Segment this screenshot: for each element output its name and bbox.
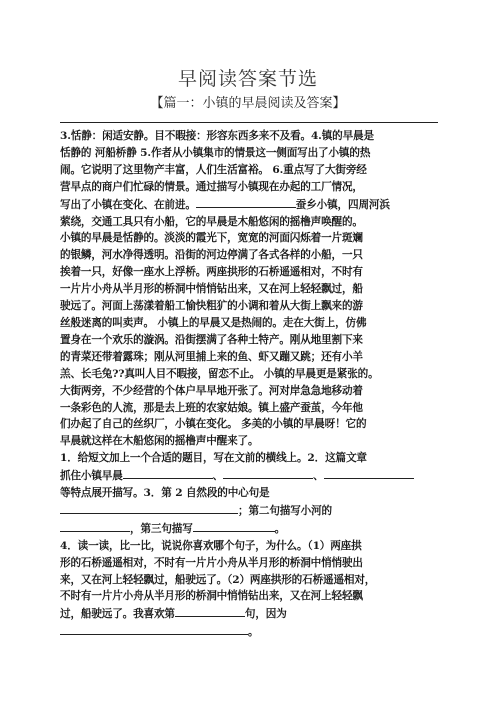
question-line (60, 467, 442, 485)
text-segment: 。 (274, 522, 286, 535)
text-line: 大街两旁，不少经营的个体户早早地开张了。河对岸急急地移动着 (60, 384, 363, 397)
question-line: 等特点展开描写。3．第 2 自然段的中心句是 (60, 487, 270, 500)
fill-blank[interactable] (193, 520, 275, 532)
text-line: 3.恬静：闲适安静。目不暇接：形容东西多来不及看。4.镇的早晨是 (60, 130, 374, 142)
question-line (60, 623, 442, 641)
fill-blank[interactable] (196, 196, 296, 208)
question-line: 来，又在河上轻轻飘过，船驶远了。（2）两座拱形的石桥遥遥相对， (60, 573, 376, 586)
question-line (60, 520, 442, 538)
question-line: 不时有一片片小舟从半月形的桥洞中悄悄钻出来，又在河上轻轻飘 (60, 590, 363, 603)
text-line: 的银鳞，河水净得透明。沿街的河边停满了各式各样的小船，一只 (60, 249, 363, 262)
text-line: 营早点的商户们忙碌的情景。通过描写小镇现在办起的工厂情况， (60, 180, 363, 193)
text-segment: 。 (248, 626, 259, 639)
question-line: 4．读一读，比一比，说说你喜欢哪个句子，为什么。（1）两座拱 (60, 539, 362, 552)
fill-blank[interactable] (324, 467, 414, 479)
text-line: 们办起了自己的丝织厂，小镇在变化。 多美的小镇的早晨呀！它的 (60, 418, 367, 431)
article-body (60, 128, 442, 641)
text-segment: 抓住小镇早晨 (60, 470, 123, 483)
text-segment: 、 (313, 470, 324, 483)
text-segment: ；第二句描写小河的 (238, 504, 332, 517)
document-title: 早阅读答案节选 (177, 68, 318, 90)
text-segment: 句，因为 (244, 608, 287, 621)
text-line: 一片片小舟从半月形的桥洞中悄悄钻出来，又在河上轻轻飘过，船 (60, 283, 363, 296)
text-line: 的青菜还带着露珠；刚从河里捕上来的鱼、虾又蹦又跳；还有小羊 (60, 350, 363, 363)
text-line: 一条彩色的人流，那是去上班的农家姑娘。镇上盛产蚕茧，今年他 (60, 401, 363, 414)
text-segment: 、 (212, 470, 224, 483)
text-line: 恬静的 河船桥静 5.作者从小镇集市的情景这一侧面写出了小镇的热 (60, 146, 371, 159)
fill-blank[interactable] (175, 605, 245, 617)
text-line: 置身在一个欢乐的漩涡。沿街摆满了各种土特产。刚从地里割下来 (60, 333, 363, 346)
text-line: 羔、长毛兔??真叫人目不暇接，留恋不止。 小镇的早晨更是紧张的。 (60, 367, 379, 380)
question-line: 1．给短文加上一个合适的题目，写在文前的横线上。2．这篇文章 (60, 452, 367, 465)
text-segment: 过，船驶远了。我喜欢第 (60, 608, 175, 621)
fill-blank[interactable] (60, 502, 238, 514)
question-line (60, 502, 442, 520)
document-subtitle: 【篇一：小镇的早晨阅读及答案】 (150, 96, 346, 111)
fill-blank[interactable] (60, 623, 248, 635)
fill-blank[interactable] (60, 520, 130, 532)
question-line: 形的石桥遥遥相对，不时有一片片小舟从半月形的桥洞中悄悄驶出 (60, 556, 363, 569)
question-line (60, 605, 442, 623)
text-line: 闹。它说明了这里物产丰富，人们生活富裕。 6.重点写了大街旁经 (60, 163, 367, 176)
text-line: 萦绕，交通工具只有小船，它的早晨是木船悠闲的摇橹声唤醒的。 (60, 215, 363, 228)
text-line: 早晨就这样在木船悠闲的摇橹声中醒来了。 (60, 435, 259, 448)
text-line: 小镇的早晨是恬静的。淡淡的霞光下，宽宽的河面闪烁着一片斑斓 (60, 232, 363, 245)
text-line: 丝般迷离的叫卖声。 小镇上的早晨又是热闹的。走在大街上，仿佛 (60, 316, 367, 329)
fill-blank[interactable] (123, 467, 213, 479)
text-segment: 写出了小镇在变化、在前进。 (60, 198, 196, 211)
text-segment: ，第三句描写 (130, 522, 193, 535)
text-line: 挨着一只，好像一座水上浮桥。两座拱形的石桥遥遥相对，不时有 (60, 266, 363, 279)
text-line: 驶远了。河面上荡漾着船工愉快粗犷的小调和着从大街上飘来的游 (60, 300, 363, 313)
title-divider (60, 122, 438, 123)
text-segment: 蚕乡小镇，四周河浜 (295, 198, 390, 211)
text-line (60, 196, 442, 214)
fill-blank[interactable] (223, 467, 313, 479)
